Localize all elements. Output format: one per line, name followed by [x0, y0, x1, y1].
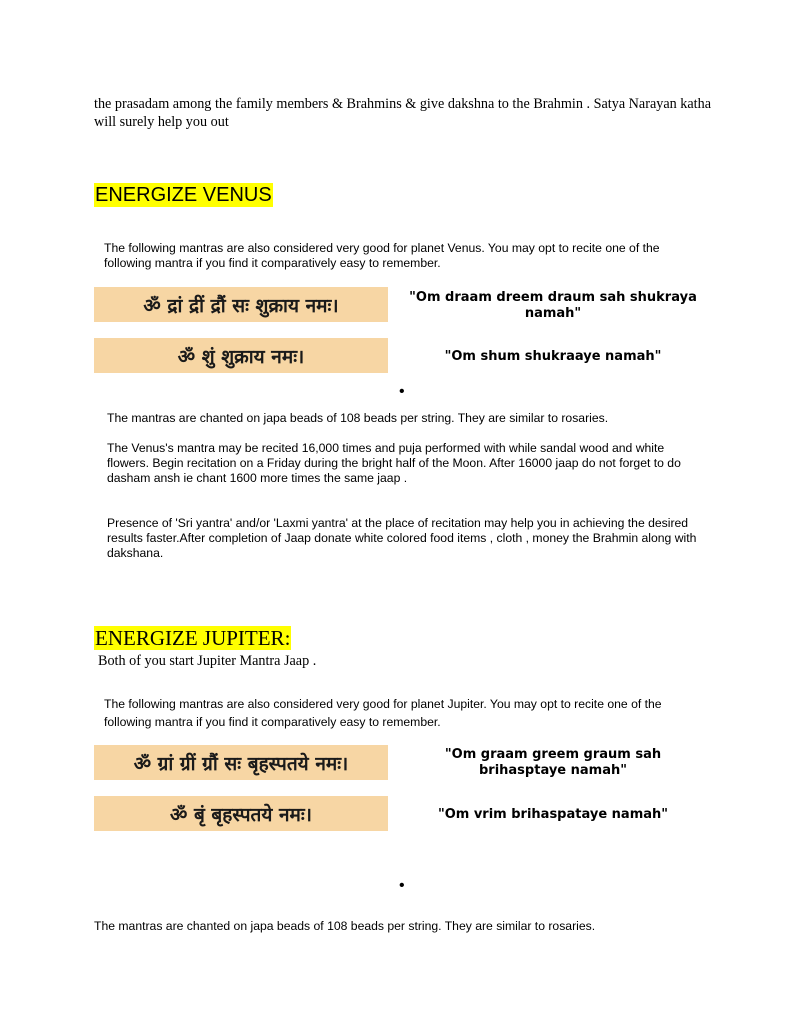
venus-paragraph-3: Presence of 'Sri yantra' and/or 'Laxmi yantra' at the place of recitation may help you in achieving the desired results faster.After completion of Jaap donate white colored food items , cloth , money the Brahmin along with dakshana. [107, 516, 697, 560]
jupiter-mantra-devanagari-1: ॐ ग्रां ग्रीं ग्रौं सः बृहस्पतये नमः। [133, 752, 349, 775]
jupiter-mantra-translit-2: "Om vrim brihaspataye namah" [437, 807, 669, 822]
jupiter-mantra-translit-1: "Om graam greem graum sah brihasptaye namah" [444, 747, 662, 778]
venus-paragraph-1: The mantras are chanted on japa beads of 108 beads per string. They are similar to rosaries. [107, 411, 609, 425]
venus-bullet: • [399, 383, 405, 400]
venus-mantra-translit-1: "Om draam dreem draum sah shukraya namah" [409, 290, 697, 321]
jupiter-heading: ENERGIZE JUPITER: [95, 626, 291, 650]
venus-mantra-image-2 [94, 338, 388, 373]
jupiter-mantra-image-2 [94, 796, 388, 831]
venus-mantra-translit-2: "Om shum shukraaye namah" [444, 349, 662, 364]
jupiter-paragraph: The mantras are chanted on japa beads of 108 beads per string. They are similar to rosaries. [94, 919, 596, 933]
venus-mantra-devanagari-1: ॐ द्रां द्रीं द्रौं सः शुक्राय नमः। [143, 294, 339, 317]
venus-paragraph-2: The Venus's mantra may be recited 16,000 times and puja performed with while sandal wood and white flowers. Begin recitation on a Friday during the bright half of the Moon. After 16000 jaap do not forget to do dasham ansh ie chant 1600 more times the same jaap . [107, 441, 681, 485]
intro-paragraph: the prasadam among the family members & Brahmins & give dakshna to the Brahmin . Satya Narayan katha will surely help you out [94, 96, 711, 130]
venus-intro: The following mantras are also considered very good for planet Venus. You may opt to recite one of the following mantra if you find it comparatively easy to remember. [104, 241, 660, 270]
jupiter-intro: The following mantras are also considered very good for planet Jupiter. You may opt to recite one of the following mantra if you find it comparatively easy to remember. [104, 697, 662, 729]
venus-mantra-devanagari-2: ॐ शुं शुक्राय नमः। [177, 345, 305, 368]
jupiter-bullet: • [399, 877, 405, 894]
jupiter-mantra-image-1 [94, 745, 388, 780]
venus-heading: ENERGIZE VENUS [95, 184, 272, 206]
jupiter-subheading: Both of you start Jupiter Mantra Jaap . [98, 653, 317, 669]
jupiter-mantra-devanagari-2: ॐ बृं बृहस्पतये नमः। [170, 803, 312, 826]
venus-mantra-image-1 [94, 287, 388, 322]
